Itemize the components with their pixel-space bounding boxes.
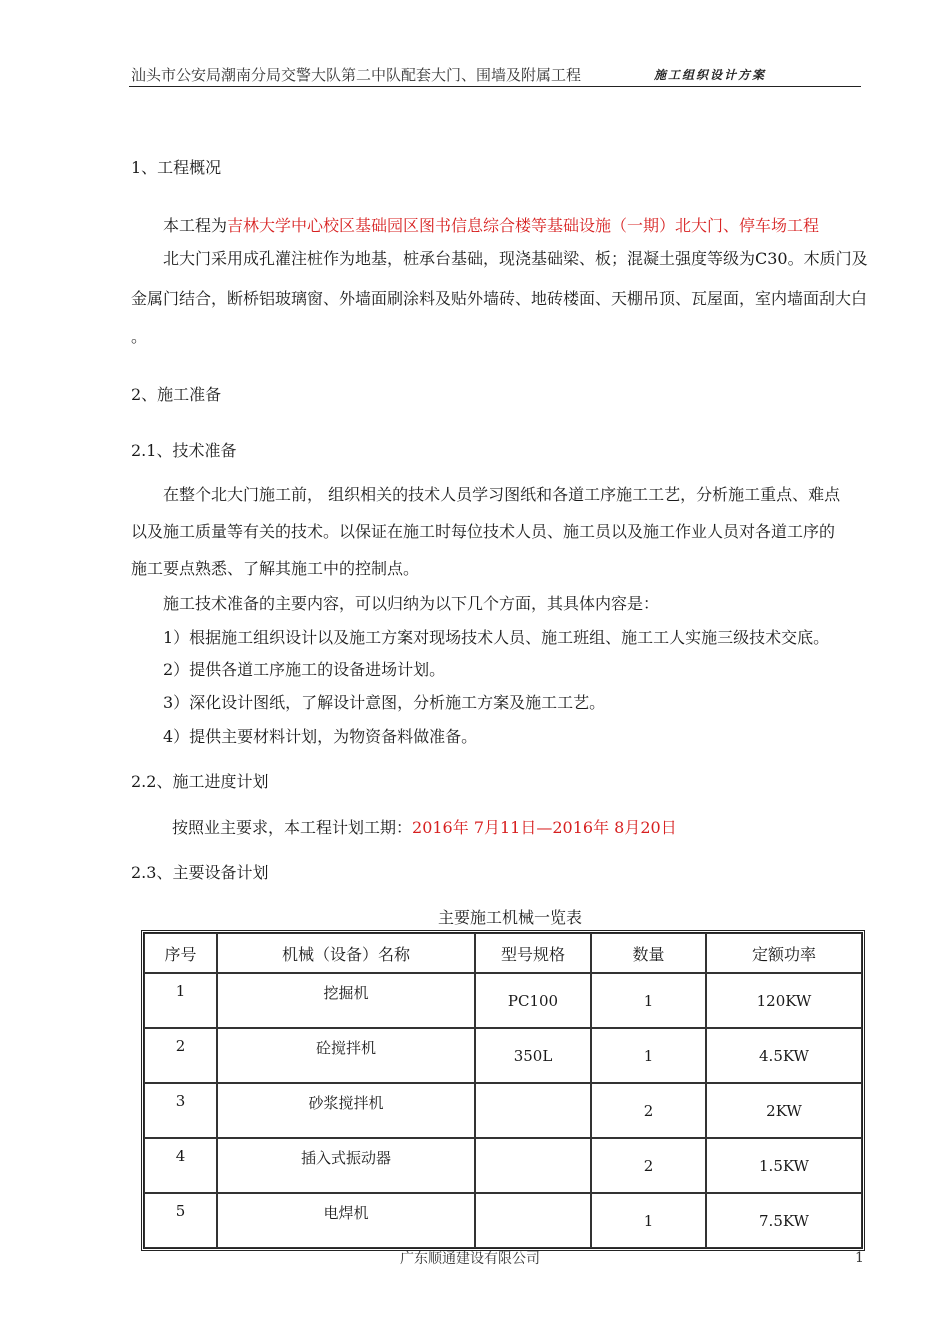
header-cell: 数量 (591, 933, 706, 973)
section-1-title: 1、工程概况 (131, 158, 222, 177)
cell-qty: 1 (591, 973, 706, 1028)
cell-index: 4 (144, 1138, 217, 1193)
list-item: 1）根据施工组织设计以及施工方案对现场技术人员、施工班组、施工工人实施三级技术交底。 (163, 628, 830, 647)
header-doc-type: 施工组织设计方案 (654, 68, 767, 82)
list-item: 3）深化设计图纸，了解设计意图，分析施工方案及施工工艺。 (163, 693, 606, 712)
table-header-row (144, 933, 862, 973)
cell-name: 电焊机 (217, 1193, 475, 1248)
cell-power: 1.5KW (706, 1138, 862, 1193)
cell-index: 1 (144, 973, 217, 1028)
section-1-para-line2: 北大门采用成孔灌注桩作为地基，桩承台基础，现浇基础梁、板；混凝土强度等级为C30。木质门及 (163, 249, 868, 268)
project-name-highlight: 吉林大学中心校区基础园区图书信息综合楼等基础设施（一期）北大门、停车场工程 (227, 216, 820, 235)
cell-name: 挖掘机 (217, 973, 475, 1028)
cell-model (475, 1138, 591, 1193)
header-cell: 机械（设备）名称 (217, 933, 475, 973)
cell-index: 2 (144, 1028, 217, 1083)
section-2-2-title: 2.2、施工进度计划 (131, 772, 269, 791)
cell-index: 5 (144, 1193, 217, 1248)
cell-index: 3 (144, 1083, 217, 1138)
cell-power: 2KW (706, 1083, 862, 1138)
cell-model: 350L (475, 1028, 591, 1083)
table-row (144, 1193, 862, 1248)
section-2-1-title: 2.1、技术准备 (131, 441, 237, 460)
section-2-3-title: 2.3、主要设备计划 (131, 863, 269, 882)
cell-name: 砼搅拌机 (217, 1028, 475, 1083)
section-2-1-line3: 施工要点熟悉、了解其施工中的控制点。 (131, 559, 420, 578)
schedule-prefix: 按照业主要求，本工程计划工期： (172, 818, 413, 837)
cell-qty: 1 (591, 1028, 706, 1083)
equipment-table (141, 930, 865, 1251)
header-cell: 定额功率 (706, 933, 862, 973)
para-prefix: 本工程为 (163, 216, 228, 235)
cell-power: 4.5KW (706, 1028, 862, 1083)
cell-qty: 1 (591, 1193, 706, 1248)
cell-name: 砂浆搅拌机 (217, 1083, 475, 1138)
cell-power: 7.5KW (706, 1193, 862, 1248)
list-item: 4）提供主要材料计划，为物资备料做准备。 (163, 727, 478, 746)
table-row (144, 1028, 862, 1083)
footer-company: 广东顺通建设有限公司 (400, 1251, 540, 1267)
cell-qty: 2 (591, 1083, 706, 1138)
cell-model: PC100 (475, 973, 591, 1028)
cell-model (475, 1083, 591, 1138)
header-project-title: 汕头市公安局潮南分局交警大队第二中队配套大门、围墙及附属工程 (131, 66, 582, 84)
section-1-para-line3: 金属门结合，断桥铝玻璃窗、外墙面刷涂料及贴外墙砖、地砖楼面、天棚吊顶、瓦屋面，室内墙面刮大白 (131, 289, 868, 308)
table-row (144, 1138, 862, 1193)
section-2-1-line1: 在整个北大门施工前， 组织相关的技术人员学习图纸和各道工序施工工艺，分析施工重点、难点 (163, 485, 841, 504)
schedule-period: 2016年 7月11日—2016年 8月20日 (412, 818, 677, 837)
table-row (144, 1083, 862, 1138)
cell-model (475, 1193, 591, 1248)
table-caption: 主要施工机械一览表 (438, 908, 583, 927)
schedule-line (172, 815, 677, 838)
section-2-1-intro: 施工技术准备的主要内容，可以归纳为以下几个方面，其具体内容是： (163, 594, 660, 613)
header-cell: 序号 (144, 933, 217, 973)
section-2-title: 2、施工准备 (131, 385, 222, 404)
list-item: 2）提供各道工序施工的设备进场计划。 (163, 660, 446, 679)
section-2-1-line2: 以及施工质量等有关的技术。以保证在施工时每位技术人员、施工员以及施工作业人员对各道工序的 (131, 522, 836, 541)
header-cell: 型号规格 (475, 933, 591, 973)
page-number: 1 (855, 1250, 864, 1266)
header-divider (129, 86, 861, 87)
cell-power: 120KW (706, 973, 862, 1028)
table-row (144, 973, 862, 1028)
cell-qty: 2 (591, 1138, 706, 1193)
section-1-para-line1 (163, 213, 819, 236)
section-1-para-line4: 。 (131, 327, 148, 346)
cell-name: 插入式振动器 (217, 1138, 475, 1193)
